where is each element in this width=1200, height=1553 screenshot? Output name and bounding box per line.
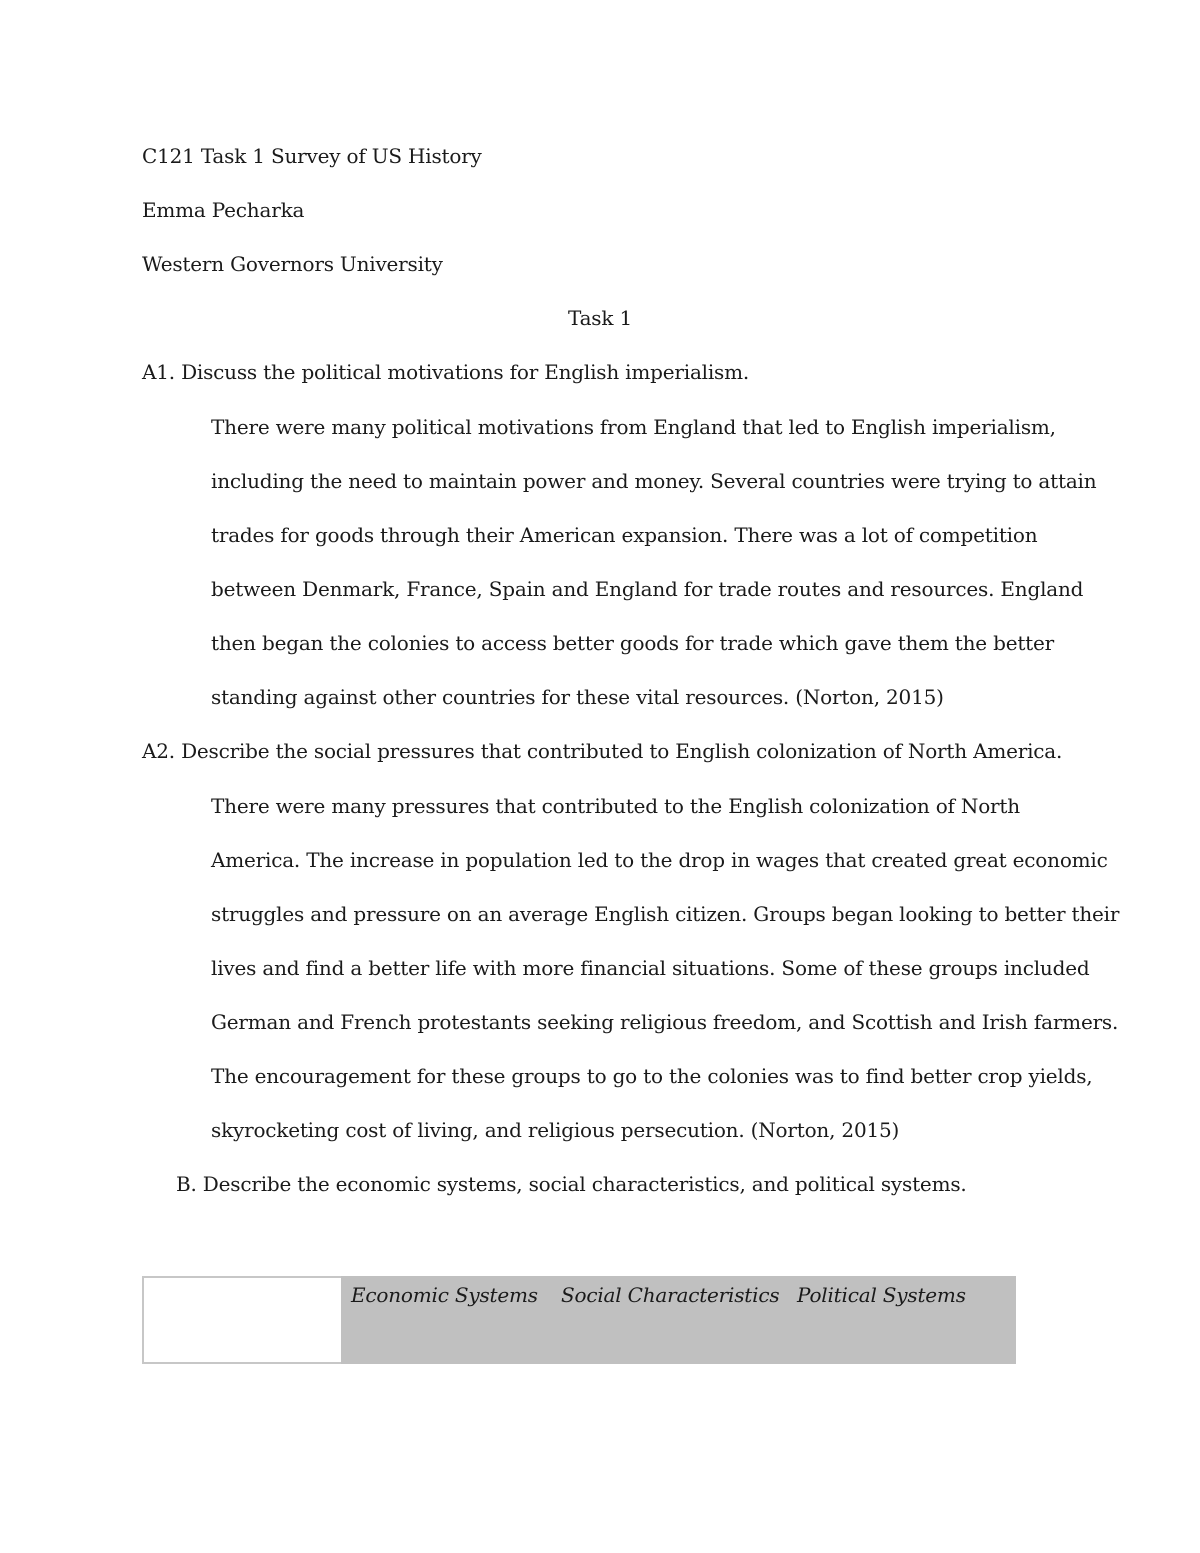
paragraph-line: America. The increase in population led to the drop in wages that created great economic <box>211 848 1108 872</box>
header-economic-systems: Economic Systems <box>351 1283 538 1307</box>
paragraph-line: German and French protestants seeking religious freedom, and Scottish and Irish farmers. <box>211 1010 1119 1034</box>
task-title: Task 1 <box>568 306 632 330</box>
question-a1: A1. Discuss the political motivations for English imperialism. <box>142 360 750 384</box>
paragraph-line: The encouragement for these groups to go to the colonies was to find better crop yields, <box>211 1064 1093 1088</box>
author-name: Emma Pecharka <box>142 198 305 222</box>
paragraph-line: There were many political motivations from England that led to English imperialism, <box>211 415 1056 439</box>
header-political-systems: Political Systems <box>797 1283 966 1307</box>
paragraph-line: struggles and pressure on an average English citizen. Groups began looking to better their <box>211 902 1120 926</box>
paragraph-line: then began the colonies to access better goods for trade which gave them the better <box>211 631 1055 655</box>
table-blank-cell <box>144 1278 341 1362</box>
table-header-row <box>341 1276 1016 1364</box>
paragraph-line: trades for goods through their American expansion. There was a lot of competition <box>211 523 1038 547</box>
paragraph-line: standing against other countries for these vital resources. (Norton, 2015) <box>211 685 944 709</box>
paragraph-line: skyrocketing cost of living, and religious persecution. (Norton, 2015) <box>211 1118 900 1142</box>
header-social-characteristics: Social Characteristics <box>561 1283 780 1307</box>
answer-a2-paragraph <box>211 779 1120 1157</box>
paragraph-line: including the need to maintain power and money. Several countries were trying to attain <box>211 469 1097 493</box>
institution-name: Western Governors University <box>142 252 443 276</box>
course-title: C121 Task 1 Survey of US History <box>142 144 482 168</box>
paragraph-line: between Denmark, France, Spain and England for trade routes and resources. England <box>211 577 1084 601</box>
answer-a1-paragraph <box>211 400 1097 724</box>
systems-table <box>142 1276 1014 1364</box>
question-b: B. Describe the economic systems, social characteristics, and political systems. <box>176 1172 967 1196</box>
paragraph-line: lives and find a better life with more financial situations. Some of these groups included <box>211 956 1090 980</box>
paragraph-line: There were many pressures that contributed to the English colonization of North <box>211 794 1020 818</box>
question-a2: A2. Describe the social pressures that contributed to English colonization of North America. <box>142 739 1063 763</box>
